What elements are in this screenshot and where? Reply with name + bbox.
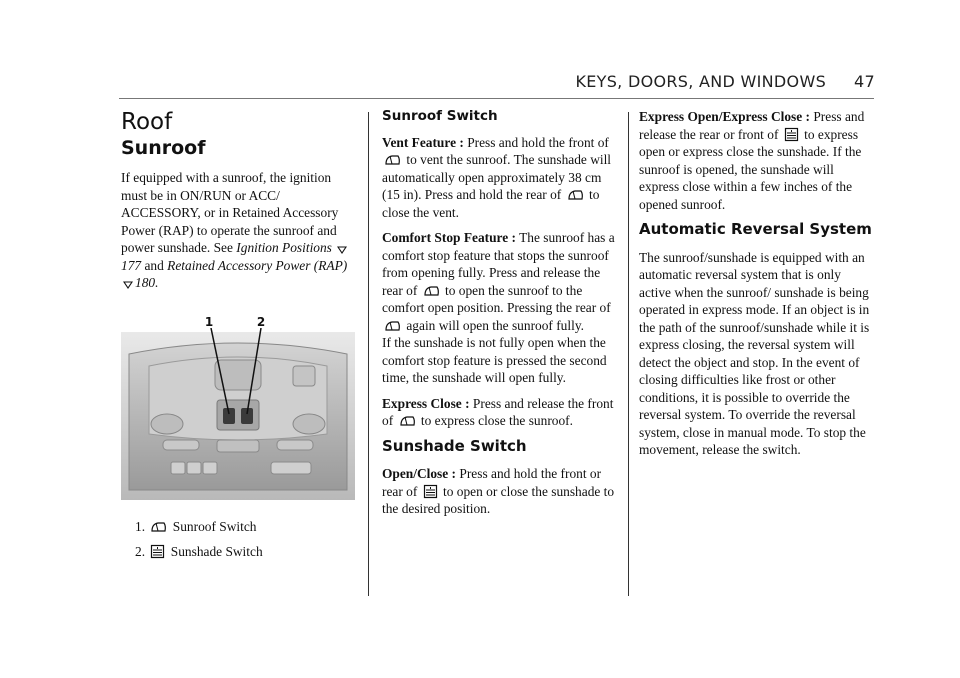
express-text-a: Press and release the front of xyxy=(382,395,614,428)
and-word: and xyxy=(144,257,164,273)
express-open-close-term: Express Open/Express Close : xyxy=(639,109,810,124)
section-heading-roof: Roof xyxy=(121,109,173,135)
openclose-text-b: to open or close the sunshade to the desired position. xyxy=(382,483,615,516)
column-2 xyxy=(382,108,618,526)
vent-text-a: Press and hold the front of xyxy=(467,134,609,150)
express-text-b: to express close the sunroof. xyxy=(420,413,573,428)
section-title: KEYS, DOORS, AND WINDOWS xyxy=(575,72,827,91)
open-close-term: Open/Close : xyxy=(382,466,457,481)
legend-item-sunroof xyxy=(135,518,357,536)
legend-number: 1. xyxy=(135,518,146,534)
intro-text: If equipped with a sunroof, the ignition must be in ON/RUN or ACC/ ACCESSORY, or in Retained Accessory Power (RAP) to operate the sunroof and power sunshade. See xyxy=(121,170,339,255)
comfort-text-b: to open the sunroof to the comfort open position. Pressing the rear of xyxy=(382,282,611,315)
section-heading-sunroof: Sunroof xyxy=(121,136,206,159)
comfort-text-d: If the sunshade is not fully open when the comfort stop feature is pressed the second time, the sunshade will open fully. xyxy=(382,335,607,385)
intro-paragraph: If equipped with a sunroof, the ignition must be in ON/RUN or ACC/ ACCESSORY, or in Retained Accessory Power (RAP) to operate the sunroof and power sunshade. See Ignition Positions 177 and Retained Accessory Power (RAP) 180. xyxy=(121,170,348,290)
sunshade-icon xyxy=(150,544,165,559)
column-divider-2 xyxy=(628,112,629,596)
page-number: 47 xyxy=(854,72,875,91)
heading-sunshade-switch: Sunshade Switch xyxy=(382,436,527,455)
sunroof-icon xyxy=(567,188,584,202)
express-close-term: Express Close : xyxy=(382,395,470,411)
ref-page-180[interactable]: 180 xyxy=(135,275,156,290)
openclose-text-a: Press and hold the front or rear of xyxy=(382,466,602,499)
comfort-stop-term: Comfort Stop Feature : xyxy=(382,230,516,245)
comfort-text-a: The sunroof has a comfort stop feature that stops the sunroof from opening fully. Press and release the rear of xyxy=(382,230,615,298)
comfort-text-c: again will open the sunroof fully. xyxy=(406,317,584,333)
sunshade-icon xyxy=(423,484,438,499)
heading-automatic-reversal: Automatic Reversal System xyxy=(639,220,872,238)
ref-ignition-positions[interactable]: Ignition Positions xyxy=(236,240,332,255)
column-3 xyxy=(639,108,875,467)
heading-sunroof-switch: Sunroof Switch xyxy=(382,108,498,124)
sunroof-icon xyxy=(399,414,416,428)
figure-legend xyxy=(121,518,357,561)
vent-text-b: to vent the sunroof. The sunshade will automatically open approximately 38 cm (15 in). Press and hold the rear of xyxy=(382,152,612,202)
overhead-console-illustration xyxy=(121,314,355,500)
sunroof-icon xyxy=(384,153,401,167)
callout-label-2: 2 xyxy=(256,314,266,329)
express-open-close-paragraph xyxy=(639,108,875,213)
legend-label: Sunroof Switch xyxy=(172,518,257,534)
vent-feature-paragraph xyxy=(382,134,618,222)
sunroof-icon xyxy=(423,284,440,298)
legend-item-sunshade xyxy=(135,543,357,561)
comfort-stop-paragraph xyxy=(382,229,618,387)
sunroof-icon xyxy=(384,319,401,333)
header-rule xyxy=(119,98,874,99)
sunshade-icon xyxy=(784,127,799,142)
ref-page-177[interactable]: 177 xyxy=(121,257,142,273)
callout-label-1: 1 xyxy=(204,314,214,329)
eoc-text-a: Press and release the rear or front of xyxy=(639,109,865,142)
legend-label: Sunshade Switch xyxy=(170,544,263,559)
vent-feature-term: Vent Feature : xyxy=(382,134,464,150)
overhead-console-figure xyxy=(121,314,355,500)
open-close-paragraph xyxy=(382,465,618,518)
sunroof-icon xyxy=(150,520,167,534)
automatic-reversal-paragraph: The sunroof/sunshade is equipped with an automatic reversal system that is only active when the sunroof/ sunshade is being operated in express mode. If an object is in the path of the sunroof/sunshade while it is express closing, the reversal system will detect the object and stop. In the event of closing difficulties like frost or other conditions, it is possible to override the reversal system. To override the reversal system, close in manual mode. To stop the movement, release the switch. xyxy=(639,249,870,457)
column-1 xyxy=(121,108,357,569)
express-close-paragraph xyxy=(382,395,618,430)
ref-retained-accessory-power[interactable]: Retained Accessory Power (RAP) xyxy=(167,257,348,273)
column-divider-1 xyxy=(368,112,369,596)
vent-text-c: to close the vent. xyxy=(382,187,600,220)
page-ref-arrow-icon xyxy=(337,245,347,255)
legend-number: 2. xyxy=(135,544,146,559)
page-header xyxy=(575,72,875,91)
page-ref-arrow-icon xyxy=(123,280,133,290)
eoc-text-b: to express open or express close the sunshade. If the sunroof is opened, the sunshade will express close within a few inches of the opened sunroof. xyxy=(639,126,862,212)
